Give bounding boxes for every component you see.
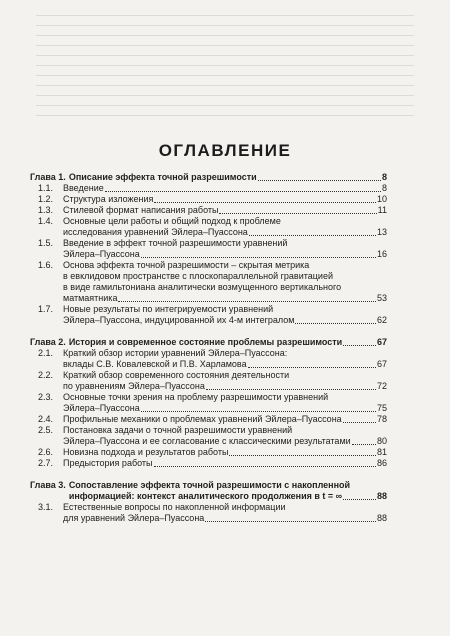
section-title [63,216,387,238]
section-page-number: 72 [376,381,387,391]
chapter-title-last-line [69,172,387,183]
dot-leader [343,345,376,346]
section-page-number: 67 [376,359,387,369]
bleed-through-text [36,6,414,126]
section-title-line: в виде гамильтониана аналитически возмущенного вертикального [63,282,342,292]
section-number: 1.2. [38,194,54,204]
section-entry[interactable] [30,502,387,524]
section-number: 2.7. [38,458,54,468]
chapter-number: Глава 1. [30,172,66,182]
section-page-number: 53 [376,293,387,303]
chapter-entry[interactable] [30,480,387,524]
dot-leader [154,202,376,203]
section-title-line: Эйлера–Пуассона, индуцированной их 4-м интегралом [63,315,295,325]
section-title [63,502,387,524]
section-title-last-line [63,249,387,260]
dot-leader [343,422,376,423]
section-title-line: Новые результаты по интегрируемости уравнений [63,304,274,314]
section-title-line: вклады С.В. Ковалевской и П.В. Харламова [63,359,247,369]
section-title [63,238,387,260]
section-title [63,447,387,458]
section-title-last-line [63,315,387,326]
section-page-number: 78 [376,414,387,424]
section-number: 2.1. [38,348,54,358]
section-title-last-line [63,436,387,447]
dot-leader [219,213,376,214]
section-title [63,370,387,392]
section-title-last-line [63,183,387,194]
dot-leader [205,521,376,522]
section-number: 1.4. [38,216,54,226]
section-title-last-line [63,227,387,238]
section-entry[interactable] [30,194,387,205]
section-title-line: Эйлера–Пуассона и ее согласование с классическими результатами [63,436,351,446]
dot-leader [141,411,376,412]
chapter-title [69,172,387,183]
chapter-spacer [30,327,387,337]
section-page-number: 62 [376,315,387,325]
section-title-line: Введение [63,183,104,193]
chapter-page-number: 67 [376,337,387,347]
section-title [63,194,387,205]
section-title-line: Стилевой формат написания работы [63,205,219,215]
dot-leader [295,323,376,324]
chapter-spacer [30,470,387,480]
section-title [63,414,387,425]
section-title-line: для уравнений Эйлера–Пуассона [63,513,205,523]
chapter-heading [30,337,387,348]
dot-leader [249,235,376,236]
section-title [63,458,387,469]
section-title-line: Краткий обзор современного состояния деятельности [63,370,290,380]
chapter-heading [30,172,387,183]
section-title-line: по уравнениям Эйлера–Пуассона [63,381,205,391]
section-title-line: Основные точки зрения на проблему разрешимости уравнений [63,392,329,402]
section-page-number: 10 [376,194,387,204]
dot-leader [343,499,376,500]
chapter-title-last-line [69,491,387,502]
section-entry[interactable] [30,205,387,216]
dot-leader [352,444,376,445]
section-title-line: Предыстория работы [63,458,153,468]
section-title-last-line [63,359,387,370]
dot-leader [154,466,376,467]
section-entry[interactable] [30,414,387,425]
dot-leader [105,191,381,192]
section-entry[interactable] [30,447,387,458]
section-title-line: исследования уравнений Эйлера–Пуассона [63,227,248,237]
section-title [63,205,387,216]
section-number: 2.5. [38,425,54,435]
section-entry[interactable] [30,458,387,469]
section-title-line: Эйлера–Пуассона [63,249,140,259]
section-page-number: 86 [376,458,387,468]
section-page-number: 11 [377,205,387,215]
section-page-number: 80 [376,436,387,446]
chapter-title [69,480,387,502]
section-entry[interactable] [30,216,387,238]
section-entry[interactable] [30,304,387,326]
dot-leader [248,367,376,368]
section-number: 2.3. [38,392,54,402]
section-title [63,260,387,304]
section-title [63,392,387,414]
section-title-line: Основа эффекта точной разрешимости – скрытая метрика [63,260,310,270]
section-title [63,304,387,326]
section-title-line: Структура изложения [63,194,154,204]
chapter-title-last-line [69,337,387,348]
section-page-number: 16 [376,249,387,259]
chapter-number: Глава 3. [30,480,66,490]
section-title-line: Профильные механики о проблемах уравнений Эйлера–Пуассона [63,414,342,424]
section-title-last-line [63,458,387,469]
section-title [63,425,387,447]
section-title-line: Эйлера–Пуассона [63,403,140,413]
chapter-title [69,337,387,348]
section-title-last-line [63,381,387,392]
section-number: 1.3. [38,205,54,215]
section-entry[interactable] [30,348,387,370]
section-number: 3.1. [38,502,54,512]
section-title-line: Новизна подхода и результатов работы [63,447,229,457]
section-title [63,348,387,370]
section-title-last-line [63,513,387,524]
section-title-last-line [63,403,387,414]
section-title-last-line [63,293,387,304]
dot-leader [206,389,376,390]
chapter-entry[interactable] [30,337,387,469]
section-number: 2.2. [38,370,54,380]
section-entry[interactable] [30,392,387,414]
chapter-heading [30,480,387,502]
section-title-last-line [63,414,387,425]
section-entry[interactable] [30,370,387,392]
section-title-line: Постановка задачи о точной разрешимости уравнений [63,425,293,435]
section-number: 2.6. [38,447,54,457]
chapter-title-line: История и современное состояние проблемы разрешимости [68,337,343,347]
section-page-number: 13 [376,227,387,237]
section-title-line: Введение в эффект точной разрешимости уравнений [63,238,288,248]
section-page-number: 75 [376,403,387,413]
section-number: 1.1. [38,183,54,193]
section-title-line: Естественные вопросы по накопленной информации [63,502,286,512]
section-entry[interactable] [30,425,387,447]
section-entry[interactable] [30,260,387,304]
section-number: 2.4. [38,414,54,424]
chapter-entry[interactable] [30,172,387,326]
chapter-title-line: Описание эффекта точной разрешимости [68,172,257,182]
section-entry[interactable] [30,183,387,194]
section-title-line: матмаятника [63,293,118,303]
chapter-page-number: 88 [376,491,387,501]
section-number: 1.5. [38,238,54,248]
chapter-number: Глава 2. [30,337,66,347]
page-title: ОГЛАВЛЕНИЕ [158,141,292,160]
dot-leader [258,180,381,181]
section-title [63,183,387,194]
table-of-contents [30,172,387,525]
section-title-last-line [63,205,387,216]
chapter-title-line: информацией: контекст аналитического продолжения в t = ∞ [68,491,343,501]
section-number: 1.6. [38,260,54,270]
section-title-line: в евклидовом пространстве с плоскопараллельной гравитацией [63,271,333,281]
section-title-last-line [63,194,387,205]
section-number: 1.7. [38,304,54,314]
section-page-number: 88 [376,513,387,523]
section-title-line: Основные цели работы и общий подход к проблеме [63,216,281,226]
section-title-last-line [63,447,387,458]
chapter-page-number: 8 [381,172,387,182]
dot-leader [118,301,376,302]
section-title-line: Краткий обзор истории уравнений Эйлера–Пуассона: [63,348,288,358]
chapter-title-line: Сопоставление эффекта точной разрешимости с накопленной [68,480,351,490]
section-entry[interactable] [30,238,387,260]
section-page-number: 8 [381,183,387,193]
dot-leader [141,257,376,258]
dot-leader [229,455,376,456]
section-page-number: 81 [376,447,387,457]
